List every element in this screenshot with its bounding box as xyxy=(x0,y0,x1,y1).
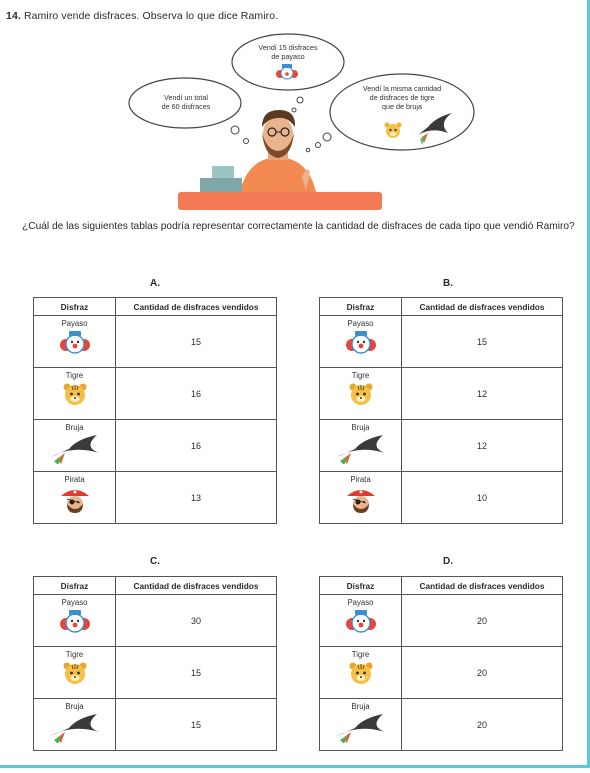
cash-register-icon xyxy=(200,166,242,194)
costume-cell xyxy=(34,420,116,472)
ramiro-character xyxy=(240,110,316,192)
tiger-icon xyxy=(320,661,401,687)
costume-name: Bruja xyxy=(351,423,370,432)
costume-cell xyxy=(320,368,402,420)
quantity-cell: 13 xyxy=(116,472,277,524)
quantity-cell: 15 xyxy=(116,647,277,699)
option-d-table[interactable] xyxy=(319,576,563,751)
quantity-cell: 20 xyxy=(402,595,563,647)
costume-cell xyxy=(34,595,116,647)
ramiro-illustration xyxy=(0,0,590,215)
clown-icon xyxy=(34,330,115,358)
bubble-right-line3: que de bruja xyxy=(382,102,422,111)
header-quantity: Cantidad de disfraces vendidos xyxy=(402,298,563,316)
clown-icon xyxy=(320,330,401,358)
witch-hat-icon xyxy=(320,434,401,466)
costume-name: Payaso xyxy=(61,598,88,607)
table-row xyxy=(320,368,563,420)
costume-cell xyxy=(34,472,116,524)
store-counter xyxy=(178,192,382,210)
costume-name: Tigre xyxy=(65,371,84,380)
quantity-cell: 30 xyxy=(116,595,277,647)
quantity-cell: 12 xyxy=(402,368,563,420)
witch-hat-icon xyxy=(34,713,115,745)
tiger-icon xyxy=(320,382,401,408)
option-a-label[interactable]: A. xyxy=(150,278,160,289)
header-costume: Disfraz xyxy=(320,298,402,316)
quantity-cell: 16 xyxy=(116,368,277,420)
header-quantity: Cantidad de disfraces vendidos xyxy=(116,298,277,316)
quantity-cell: 16 xyxy=(116,420,277,472)
table-header-row xyxy=(34,577,277,595)
quantity-cell: 15 xyxy=(116,316,277,368)
costume-cell xyxy=(34,316,116,368)
option-b-label[interactable]: B. xyxy=(443,278,453,289)
pirate-icon xyxy=(34,486,115,516)
costume-cell xyxy=(320,420,402,472)
header-quantity: Cantidad de disfraces vendidos xyxy=(402,577,563,595)
quantity-cell: 20 xyxy=(402,699,563,751)
costume-cell xyxy=(320,316,402,368)
bubble-right-line2: de disfraces de tigre xyxy=(369,93,435,102)
table-row xyxy=(34,420,277,472)
option-c-table[interactable] xyxy=(33,576,277,751)
header-costume: Disfraz xyxy=(320,577,402,595)
quantity-cell: 12 xyxy=(402,420,563,472)
option-d-label[interactable]: D. xyxy=(443,556,453,567)
option-c-label[interactable]: C. xyxy=(150,556,160,567)
costume-cell xyxy=(320,699,402,751)
question-prompt: ¿Cuál de las siguientes tablas podría representar correctamente la cantidad de disfraces de cada tipo que vendió Ramiro? xyxy=(22,221,575,232)
table-row xyxy=(320,420,563,472)
costume-name: Pirata xyxy=(350,475,371,484)
table-header-row xyxy=(320,298,563,316)
table-row xyxy=(34,647,277,699)
costume-name: Tigre xyxy=(351,650,370,659)
table-row xyxy=(34,316,277,368)
option-a-table[interactable] xyxy=(33,297,277,524)
table-header-row xyxy=(320,577,563,595)
header-costume: Disfraz xyxy=(34,298,116,316)
option-b-table[interactable] xyxy=(319,297,563,524)
costume-name: Bruja xyxy=(65,423,84,432)
costume-name: Tigre xyxy=(351,371,370,380)
header-costume: Disfraz xyxy=(34,577,116,595)
costume-cell xyxy=(34,368,116,420)
bubble-left-text xyxy=(140,93,232,111)
costume-name: Bruja xyxy=(65,702,84,711)
bubble-right-text xyxy=(342,84,462,111)
tiger-icon xyxy=(34,661,115,687)
bubble-top-line2: de payaso xyxy=(271,52,305,61)
table-row xyxy=(34,595,277,647)
costume-name: Tigre xyxy=(65,650,84,659)
clown-icon xyxy=(34,609,115,637)
witch-hat-icon xyxy=(320,713,401,745)
quantity-cell: 10 xyxy=(402,472,563,524)
bubble-top-line1: Vendí 15 disfraces xyxy=(258,43,318,52)
quantity-cell: 15 xyxy=(402,316,563,368)
clown-icon xyxy=(320,609,401,637)
table-row xyxy=(320,595,563,647)
table-row xyxy=(320,647,563,699)
page-border-bottom xyxy=(0,765,590,768)
table-row xyxy=(34,699,277,751)
quantity-cell: 20 xyxy=(402,647,563,699)
costume-cell xyxy=(320,472,402,524)
bubble-top-text xyxy=(240,43,336,61)
table-header-row xyxy=(34,298,277,316)
pirate-icon xyxy=(320,486,401,516)
costume-cell xyxy=(320,647,402,699)
costume-cell xyxy=(320,595,402,647)
header-quantity: Cantidad de disfraces vendidos xyxy=(116,577,277,595)
costume-name: Payaso xyxy=(61,319,88,328)
table-row xyxy=(320,699,563,751)
costume-name: Payaso xyxy=(347,598,374,607)
quantity-cell: 15 xyxy=(116,699,277,751)
table-row xyxy=(320,316,563,368)
bubble-left-line1: Vendí un total xyxy=(164,93,208,102)
witch-hat-icon xyxy=(34,434,115,466)
tiger-icon xyxy=(34,382,115,408)
table-row xyxy=(320,472,563,524)
costume-name: Pirata xyxy=(64,475,85,484)
bubble-left-line2: de 60 disfraces xyxy=(161,102,211,111)
costume-name: Bruja xyxy=(351,702,370,711)
costume-cell xyxy=(34,699,116,751)
question-text: Ramiro vende disfraces. Observa lo que dice Ramiro. xyxy=(23,10,279,22)
bubble-right-line1: Vendí la misma cantidad xyxy=(362,84,442,93)
question-number: 14. xyxy=(6,10,21,22)
table-row xyxy=(34,368,277,420)
costume-name: Payaso xyxy=(347,319,374,328)
table-row xyxy=(34,472,277,524)
costume-cell xyxy=(34,647,116,699)
